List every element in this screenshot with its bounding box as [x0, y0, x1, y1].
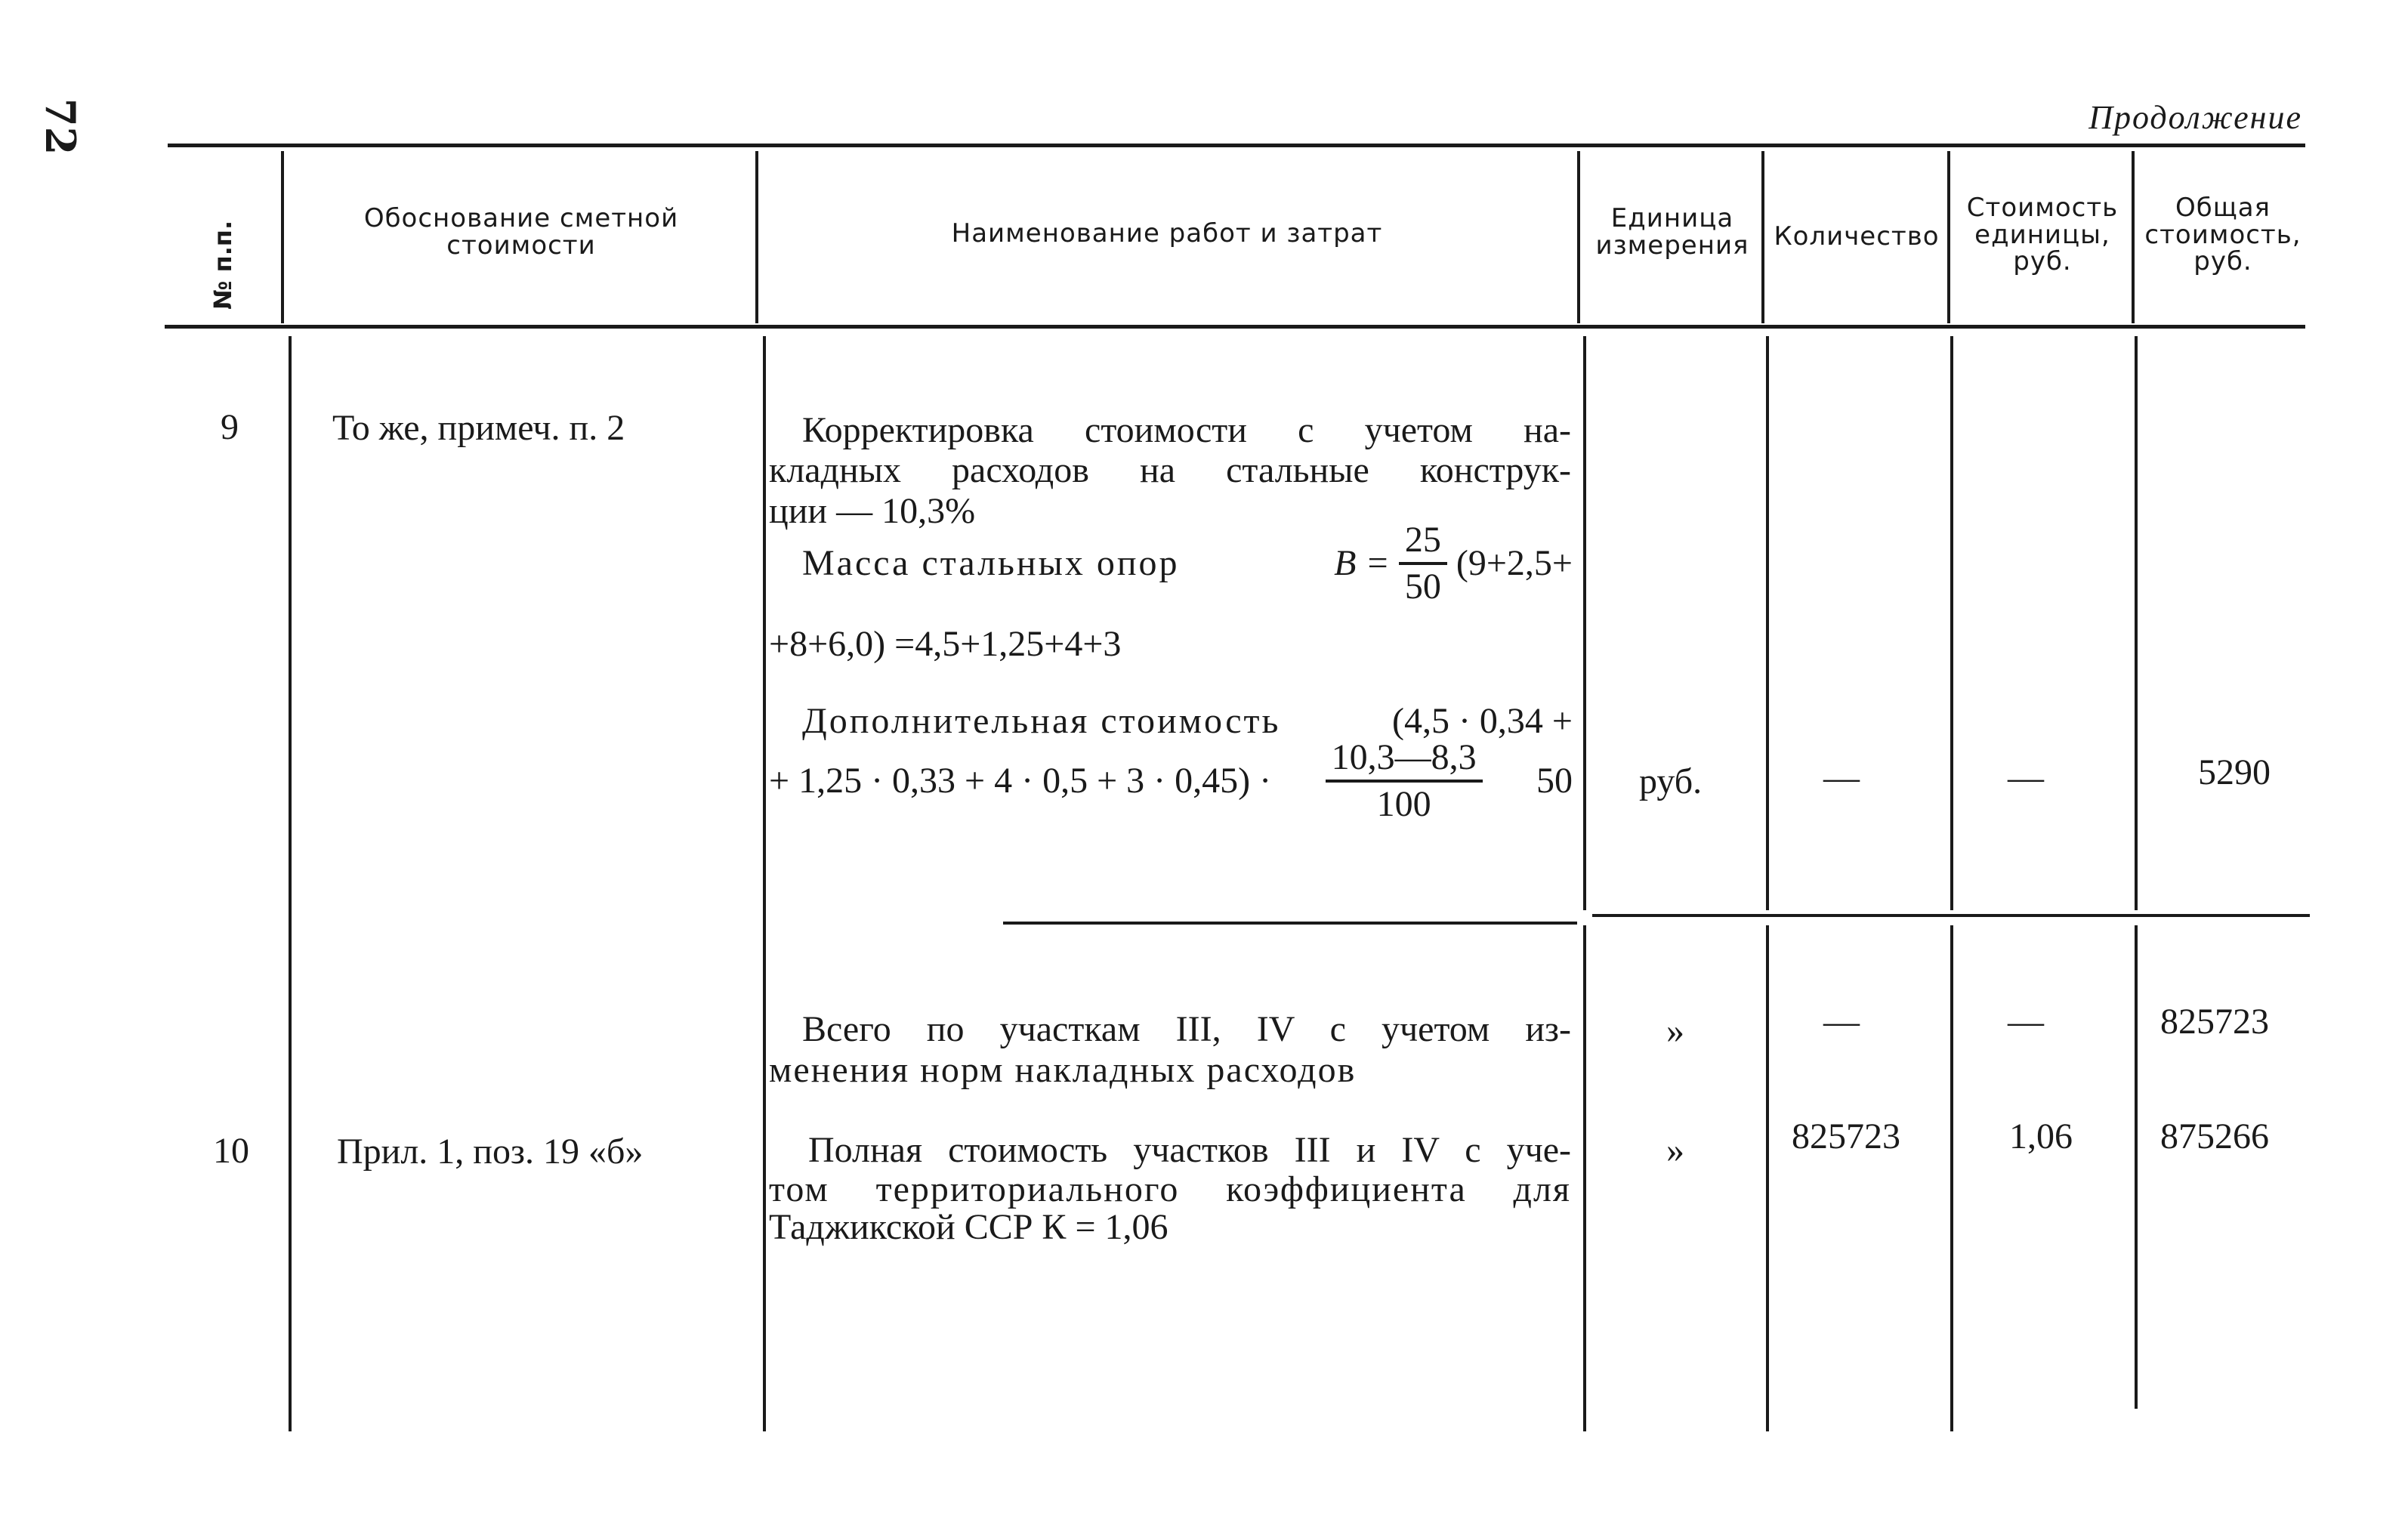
header-unit-cost: Стоимость единицы, руб.	[1966, 193, 2119, 277]
header-total: Общая стоимость, руб.	[2144, 193, 2301, 277]
row9-extra-line2	[769, 739, 1573, 824]
row9-mass-var: B =	[1334, 543, 1390, 584]
header-num: № п.п.	[208, 220, 237, 310]
row9-total: 5290	[2198, 752, 2271, 792]
header-bottom-rule	[165, 325, 2305, 329]
header-qty: Количество	[1774, 221, 1940, 252]
body-divider	[289, 336, 292, 1431]
row9-mass-fraction	[1399, 521, 1447, 607]
row-separator-left	[1003, 922, 1577, 925]
row10-desc-line1: Полная стоимость участков III и IV с уче-	[808, 1130, 1571, 1170]
table-top-rule	[168, 144, 2305, 147]
body-divider	[1950, 336, 1953, 910]
body-divider	[1950, 925, 1953, 1431]
row9-mass-num: 25	[1399, 521, 1447, 565]
row9-mass-line2: +8+6,0) =4,5+1,25+4+3	[769, 624, 1122, 664]
row9-unit: руб.	[1639, 761, 1703, 801]
header-divider	[281, 151, 284, 323]
row9-num: 9	[221, 407, 239, 447]
body-divider	[763, 336, 766, 1431]
row10-desc-line2: том территориального коэффициента для	[769, 1169, 1571, 1209]
header-name: Наименование работ и затрат	[951, 218, 1383, 249]
header-basis: Обоснование сметной стоимости	[363, 203, 679, 261]
row9-unit-cost: —	[2008, 758, 2044, 798]
total-qty: —	[1823, 1002, 1860, 1042]
row9-desc-line2: кладных расходов на стальные конструк-	[769, 450, 1571, 490]
row10-qty: 825723	[1792, 1116, 1900, 1156]
row10-unit: »	[1666, 1130, 1684, 1170]
total-desc-line1: Всего по участкам III, IV с учетом из-	[802, 1009, 1571, 1049]
page-number: 72	[36, 98, 85, 156]
row9-extra-end: 50	[1536, 761, 1573, 801]
body-divider	[1583, 925, 1586, 1431]
row10-unit-cost: 1,06	[2009, 1116, 2073, 1156]
row-separator-right	[1592, 914, 2310, 917]
row9-extra-den: 100	[1376, 784, 1431, 825]
row9-extra-label: Дополнительная стоимость	[802, 701, 1281, 741]
body-divider	[2135, 925, 2138, 1409]
total-unit: »	[1666, 1011, 1684, 1051]
row9-extra-fraction	[1326, 739, 1483, 824]
continuation-label: Продолжение	[2088, 99, 2302, 136]
total-unit-cost: —	[2008, 1002, 2044, 1042]
row9-mass-tail: (9+2,5+	[1456, 543, 1573, 584]
row9-extra-tail: (4,5 · 0,34 +	[1391, 701, 1573, 741]
row10-desc-line3: Таджикской ССР К = 1,06	[769, 1207, 1168, 1247]
row9-mass-formula	[802, 521, 1573, 607]
row9-extra-line1	[802, 702, 1573, 740]
body-divider	[1583, 336, 1586, 910]
row10-num: 10	[213, 1131, 249, 1171]
header-unit: Единица измерения	[1595, 203, 1749, 261]
row9-desc-line1: Корректировка стоимости с учетом на-	[802, 410, 1571, 450]
header-divider	[755, 151, 758, 323]
row10-total: 875266	[2160, 1116, 2269, 1156]
row9-basis: То же, примеч. п. 2	[332, 408, 625, 448]
body-divider	[1766, 925, 1769, 1431]
total-total: 825723	[2160, 1002, 2269, 1042]
row9-mass-label: Масса стальных опор	[802, 543, 1180, 584]
row9-qty: —	[1823, 758, 1860, 798]
total-desc-line2: менения норм накладных расходов	[769, 1050, 1357, 1090]
row9-extra-num: 10,3—8,3	[1326, 739, 1483, 783]
header-divider	[1577, 151, 1580, 323]
body-divider	[1766, 336, 1769, 910]
row9-extra-expr: + 1,25 · 0,33 + 4 · 0,5 + 3 · 0,45) ·	[769, 761, 1272, 801]
row9-desc-line3: ции — 10,3%	[769, 491, 976, 531]
body-divider	[2135, 336, 2138, 910]
row10-basis: Прил. 1, поз. 19 «б»	[337, 1132, 644, 1172]
row9-mass-den: 50	[1404, 567, 1441, 607]
